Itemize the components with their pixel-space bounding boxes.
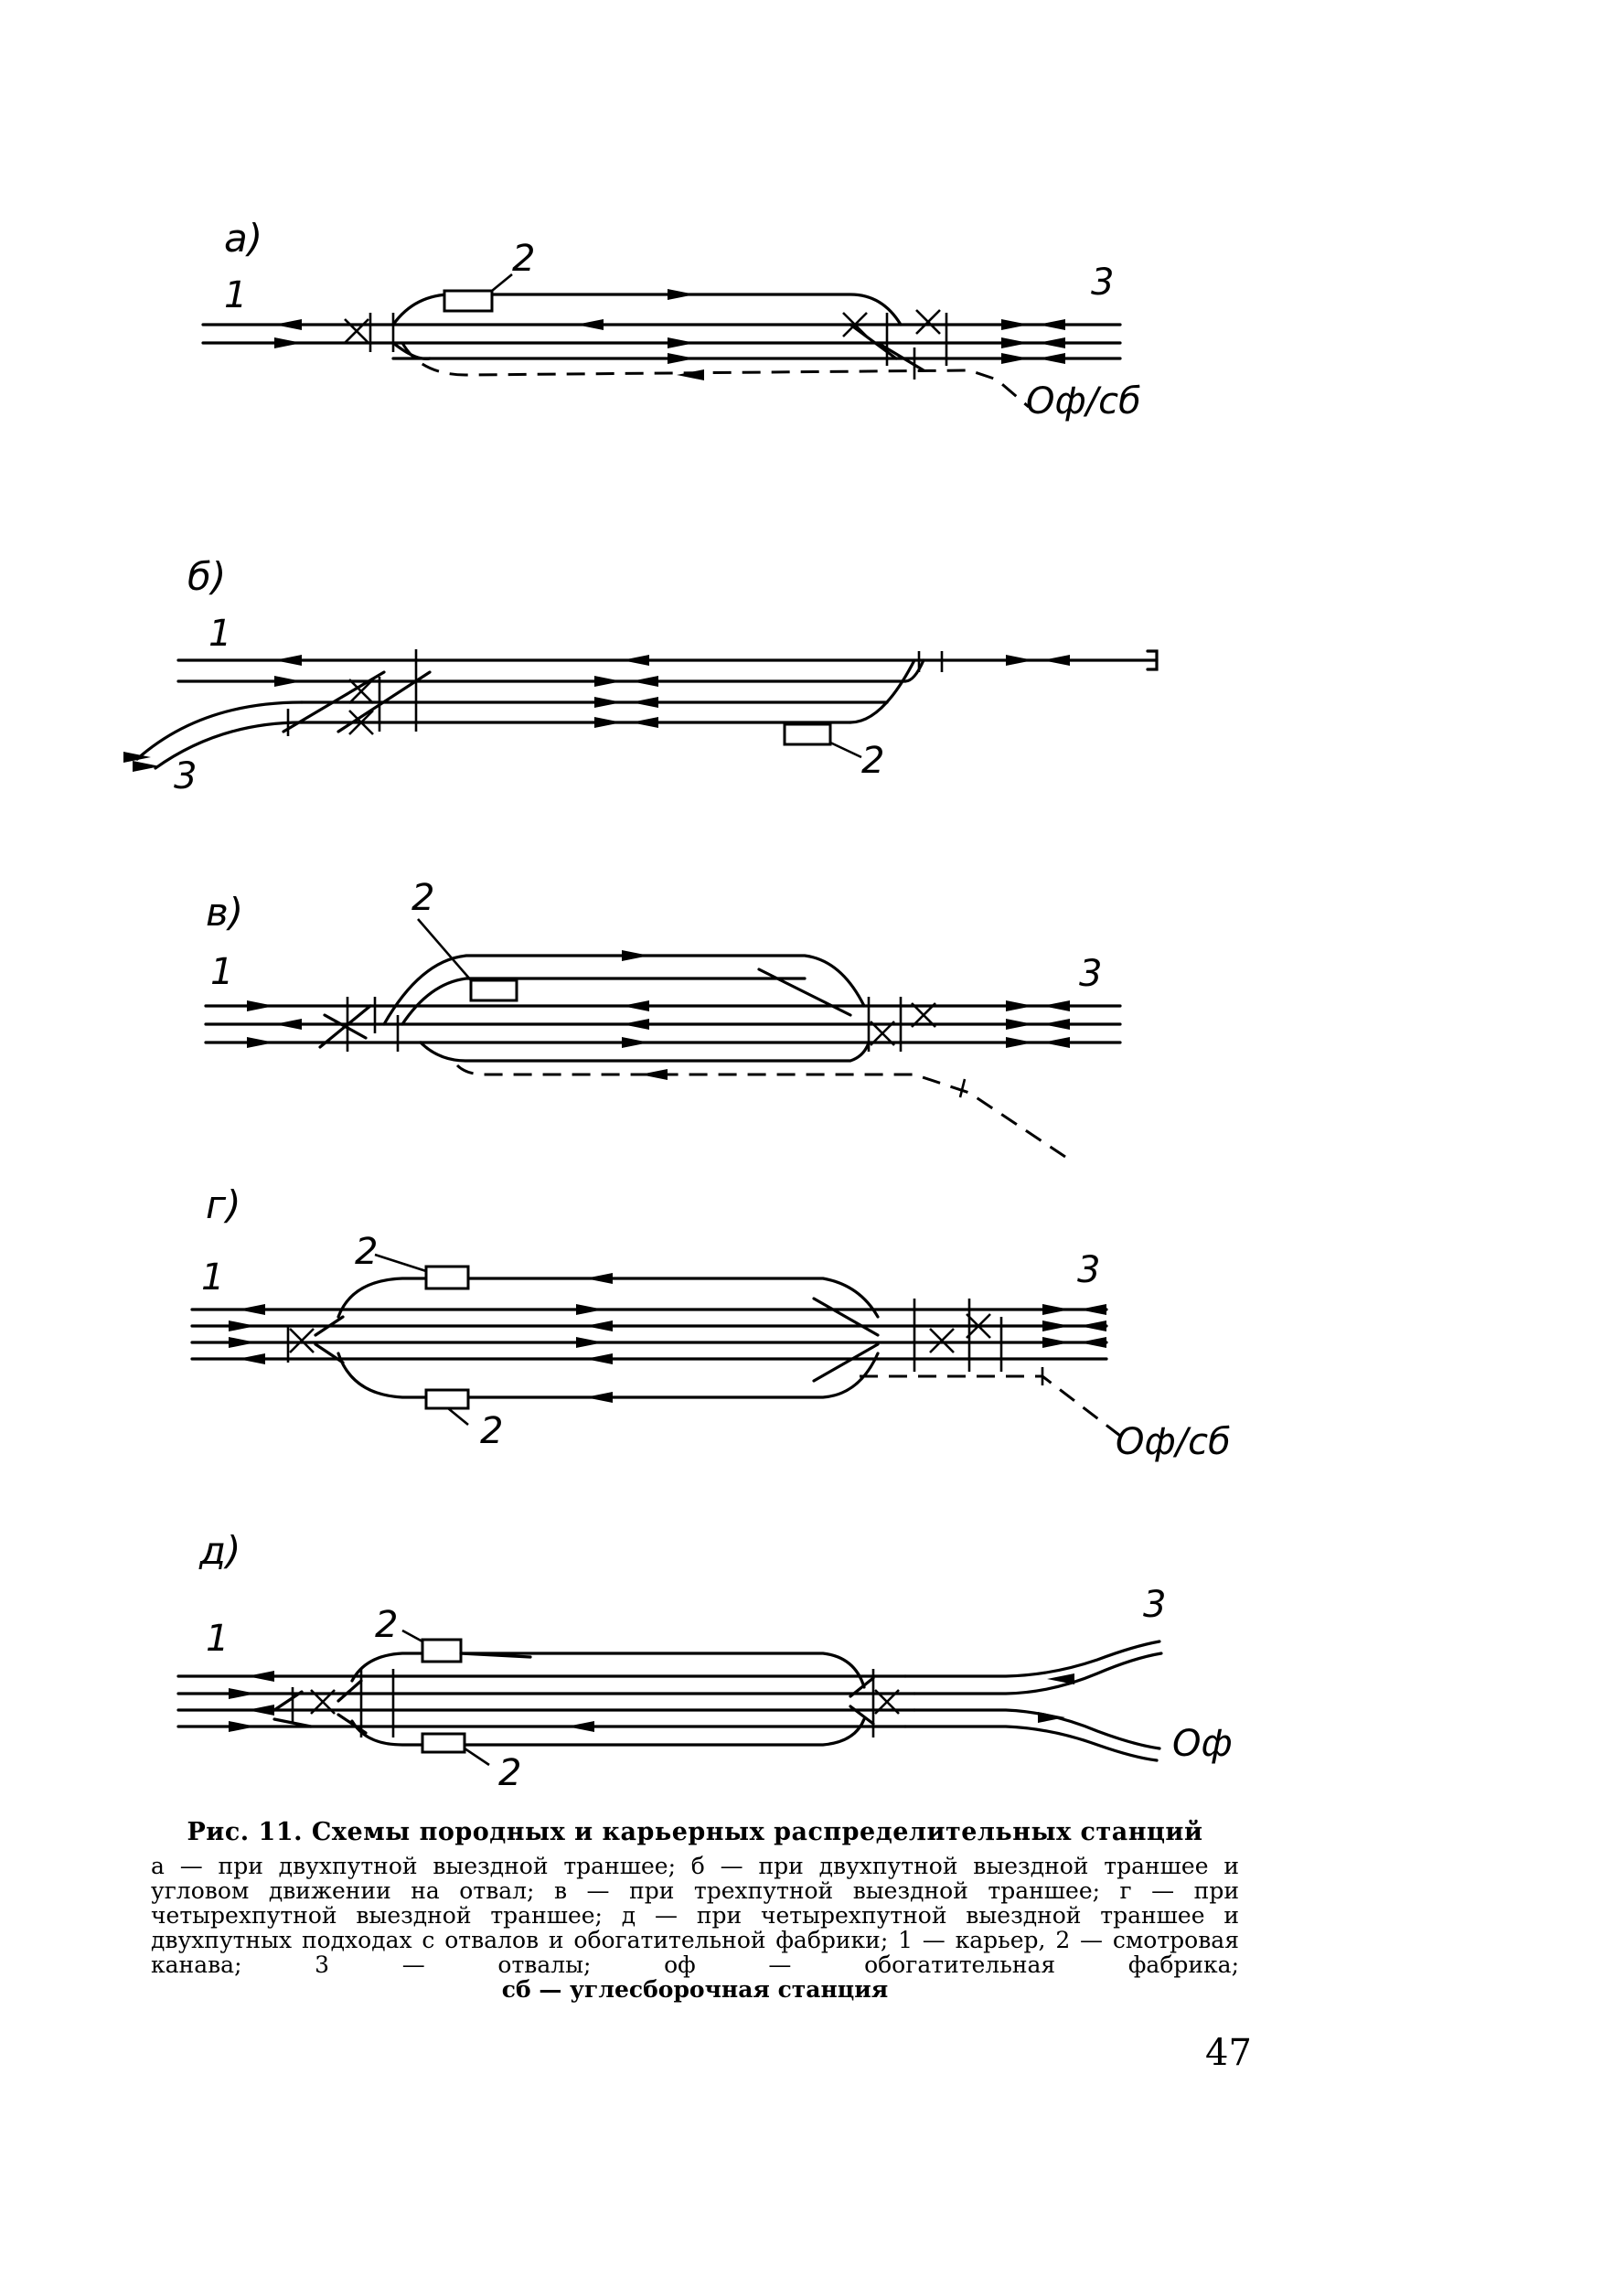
- panel-v-pit-label: 2: [411, 877, 435, 919]
- caption-body: а — при двухпутной выездной траншее; б — при двухпутной выездной траншее и угловом движении на отвал; в — при трехпутной выездной траншее; г — при четырехпутной выездной траншее; д — при четырехпутной выездной траншее и двухпутных подходах с отвалов и обогатительной фабрики; 1 — карьер, 2 — смотровая канава; 3 — отвалы; оф — обогатительная фабрика;: [151, 1853, 1239, 1978]
- panel-d-exit-label: Оф: [1172, 1723, 1233, 1765]
- panel-b-scheme: [123, 554, 1157, 797]
- panel-g-pit-top-label: 2: [355, 1231, 379, 1273]
- panel-a-pit-label: 2: [512, 238, 536, 280]
- caption-title: Рис. 11. Схемы породных и карьерных распределительных станций: [187, 1818, 1203, 1846]
- panel-d-track-3-label: 3: [1143, 1584, 1167, 1626]
- panel-d-track-1-label: 1: [206, 1618, 230, 1660]
- panel-a-label: а): [224, 216, 263, 261]
- panel-d-tracks: [178, 1630, 1161, 1765]
- panel-d-label: д): [199, 1528, 241, 1573]
- panel-b-label: б): [187, 554, 227, 599]
- panel-g-exit-label: Оф/сб: [1116, 1421, 1231, 1463]
- panel-d-inspection-pit-bottom: [422, 1734, 465, 1752]
- panel-b-track-1-label: 1: [208, 613, 232, 655]
- figure-caption: [151, 1820, 1239, 2002]
- panel-a-exit-label: Оф/сб: [1026, 380, 1141, 422]
- panel-g-scheme: [192, 1182, 1231, 1463]
- panel-a-track-3-label: 3: [1091, 262, 1115, 304]
- panel-g-label: г): [206, 1182, 241, 1227]
- panel-v-track-3-label: 3: [1079, 953, 1103, 995]
- panel-b-inspection-pit: [785, 724, 830, 744]
- panel-g-track-3-label: 3: [1077, 1249, 1101, 1291]
- panel-v-inspection-pit: [471, 980, 517, 1000]
- panel-g-tracks: [192, 1255, 1120, 1436]
- panel-a-track-1-label: 1: [224, 274, 248, 316]
- panel-d-scheme: [178, 1528, 1233, 1794]
- panel-d-pit-top-label: 2: [375, 1604, 399, 1646]
- panel-v-track-1-label: 1: [210, 951, 234, 993]
- panel-b-track-3-label: 3: [174, 755, 198, 797]
- panel-v-label: в): [206, 890, 244, 935]
- panel-g-inspection-pit-bottom: [426, 1390, 468, 1408]
- panel-g-pit-bottom-label: 2: [480, 1410, 504, 1452]
- panel-b-pit-label: 2: [861, 740, 885, 782]
- panel-g-track-1-label: 1: [201, 1256, 225, 1299]
- panel-g-inspection-pit-top: [426, 1267, 468, 1288]
- panel-a-scheme: [203, 216, 1141, 422]
- panel-v-scheme: [206, 877, 1120, 1157]
- panel-a-inspection-pit: [444, 291, 492, 311]
- panel-d-inspection-pit-top: [422, 1640, 461, 1662]
- panel-b-tracks: [123, 649, 1157, 772]
- panel-a-tracks: [203, 274, 1120, 407]
- caption-last-line: сб — углесборочная станция: [501, 1976, 889, 2003]
- panel-d-pit-bottom-label: 2: [498, 1752, 522, 1794]
- panel-v-tracks: [206, 919, 1120, 1157]
- page-number: 47: [1205, 2032, 1252, 2074]
